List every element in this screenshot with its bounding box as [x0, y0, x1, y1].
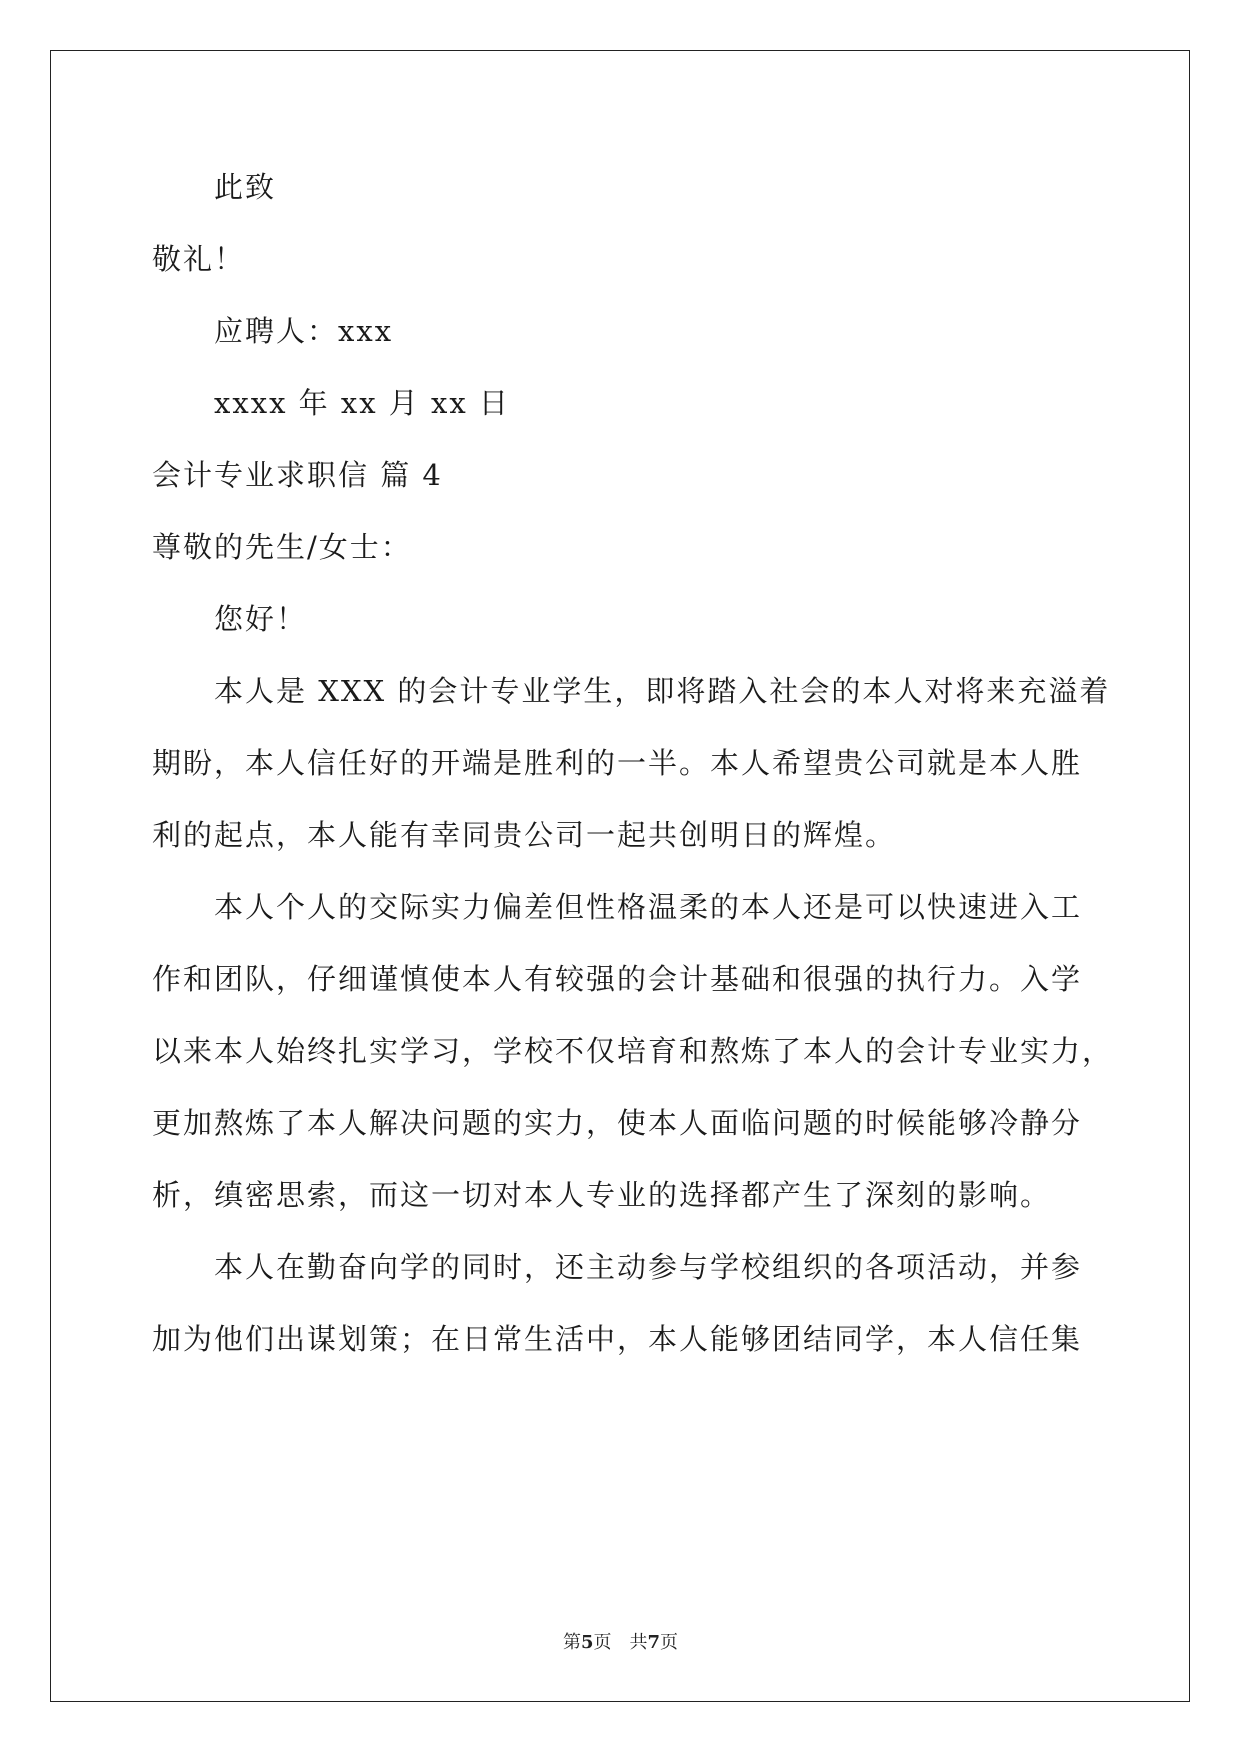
- greeting-hello: 您好！: [214, 602, 308, 636]
- closing-regards: 敬礼！: [152, 242, 246, 276]
- letter-date: xxxx 年 xx 月 xx 日: [214, 386, 510, 420]
- greeting: 尊敬的先生/女士：: [152, 530, 412, 564]
- total-page-number: 7: [647, 1632, 661, 1653]
- paragraph-line: 本人是 XXX 的会计专业学生，即将踏入社会的本人对将来充溢着: [214, 674, 1111, 708]
- paragraph-line: 以来本人始终扎实学习，学校不仅培育和熬炼了本人的会计专业实力，: [152, 1034, 1114, 1068]
- footer-prefix: 第: [562, 1632, 581, 1653]
- page-number-footer: [0, 1628, 1241, 1654]
- paragraph-line: 析，缜密思索，而这一切对本人专业的选择都产生了深刻的影响。: [152, 1178, 1052, 1212]
- paragraph-line: 更加熬炼了本人解决问题的实力，使本人面临问题的时候能够冷静分: [152, 1106, 1083, 1140]
- paragraph-line: 利的起点，本人能有幸同贵公司一起共创明日的辉煌。: [152, 818, 897, 852]
- current-page-number: 5: [580, 1632, 594, 1653]
- paragraph-line: 本人在勤奋向学的同时，还主动参与学校组织的各项活动，并参: [214, 1250, 1083, 1284]
- page-border: [50, 50, 1190, 1702]
- paragraph-line: 本人个人的交际实力偏差但性格温柔的本人还是可以快速进入工: [214, 890, 1083, 924]
- footer-suffix: 页: [660, 1632, 679, 1653]
- paragraph-line: 作和团队，仔细谨慎使本人有较强的会计基础和很强的执行力。入学: [152, 962, 1083, 996]
- paragraph-line: 期盼，本人信任好的开端是胜利的一半。本人希望贵公司就是本人胜: [152, 746, 1083, 780]
- footer-middle: 页 共: [593, 1632, 648, 1653]
- closing-salutation: 此致: [214, 170, 277, 204]
- section-heading: 会计专业求职信 篇 4: [152, 458, 443, 492]
- applicant-signature: 应聘人：xxx: [214, 314, 394, 348]
- paragraph-line: 加为他们出谋划策；在日常生活中，本人能够团结同学，本人信任集: [152, 1322, 1083, 1356]
